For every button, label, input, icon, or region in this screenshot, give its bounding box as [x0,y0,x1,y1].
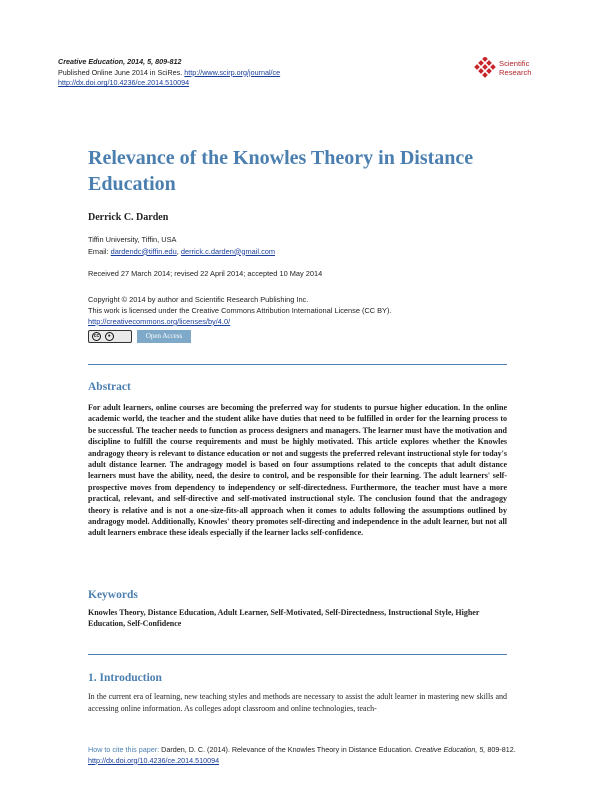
logo-text-line2: Research [499,68,532,77]
scientific-research-logo [474,57,554,83]
cite-text: Darden, D. C. (2014). Relevance of the Knowles Theory in Distance Education. [161,745,413,754]
email-link-1[interactable]: dardendc@tiffin.edu [110,246,177,256]
copyright-line: Copyright © 2014 by author and Scientific Research Publishing Inc. [88,295,309,304]
affiliation: Tiffin University, Tiffin, USA [88,235,177,244]
abstract-text: For adult learners, online courses are becoming the preferred way for students to pursue higher education. In the online academic world, the teacher and the student alike have duties that need to be fulfilled in order for the learning process to be successful. The teacher needs to function as process designers and managers. The learner must have the motivation and discipline to fulfill the course requirements and must be highly motivated. This article explores whether the Knowles andragogy theory is relevant to distance education or not and suggests the preferred relevant instructional style for today's adult distance learner. The andragogy model is based on four assumptions related to the concepts that adult distance learners must have the ability, need, the desire to control, and be responsible for their learning. The adult learners' self-prospective moves from dependency to independency or self-directedness. Furthermore, the teacher must have a more practical, relevant, and self-directive and self-motivated instructional style. The conclusion found that the andragogy theory is relative and is not a one-size-fits-all approach when it comes to adults following the assumptions outlined by andragogy model. Additionally, Knowles' theory promotes self-directing and independence in the adult learner, but not all adult learners embrace these ideals especially if the learner lacks self-confidence. [88,403,507,538]
keywords-heading: Keywords [88,589,138,601]
email-label: Email: [88,246,109,256]
journal-header [58,57,280,89]
doi-link[interactable]: http://dx.doi.org/10.4236/ce.2014.510094 [58,78,190,88]
cite-label: How to cite this paper: [88,745,160,754]
cite-journal: Creative Education, 5, [414,745,486,754]
logo-text-line1: Scientific [499,59,530,68]
cite-pages: 809-812. [487,745,516,754]
abstract-heading: Abstract [88,381,131,393]
email-separator: , [176,246,179,256]
affiliation-block [88,234,275,257]
introduction-heading: 1. Introduction [88,672,162,684]
journal-url-link[interactable]: http://www.scirp.org/journal/ce [184,67,281,77]
email-link-2[interactable]: derrick.c.darden@gmail.com [180,246,276,256]
published-online: Published Online June 2014 in SciRes. [58,67,183,77]
open-access-badge[interactable]: Open Access [137,330,191,343]
section-divider [88,364,507,365]
paper-title: Relevance of the Knowles Theory in Distance Education [88,147,474,195]
cc-by-badge[interactable] [88,330,132,343]
logo-diamond-icon [474,57,496,81]
cc-icon: cc [93,332,100,339]
received-dates: Received 27 March 2014; revised 22 April 2014; accepted 10 May 2014 [88,269,323,278]
license-line: This work is licensed under the Creative Commons Attribution International License (CC BY). [88,306,392,315]
introduction-text: In the current era of learning, new teaching styles and methods are necessary to assist the adult learner in mastering new skills and accessing online information. As colleges adopt classroom and online technologies, teach- [88,692,507,713]
author-name: Derrick C. Darden [88,212,169,223]
how-to-cite [88,745,548,766]
copyright-block [88,294,392,327]
cite-doi-link[interactable]: http://dx.doi.org/10.4236/ce.2014.510094 [88,755,220,765]
keywords-text: Knowles Theory, Distance Education, Adult Learner, Self-Motivated, Self-Directedness, Instructional Style, Higher Education, Self-Confidence [88,608,480,629]
attribution-icon: ● [105,332,114,341]
license-link[interactable]: http://creativecommons.org/licenses/by/4.0/ [88,317,231,326]
journal-citation: Creative Education, 2014, 5, 809-812 [58,57,182,66]
section-divider-2 [88,654,507,655]
